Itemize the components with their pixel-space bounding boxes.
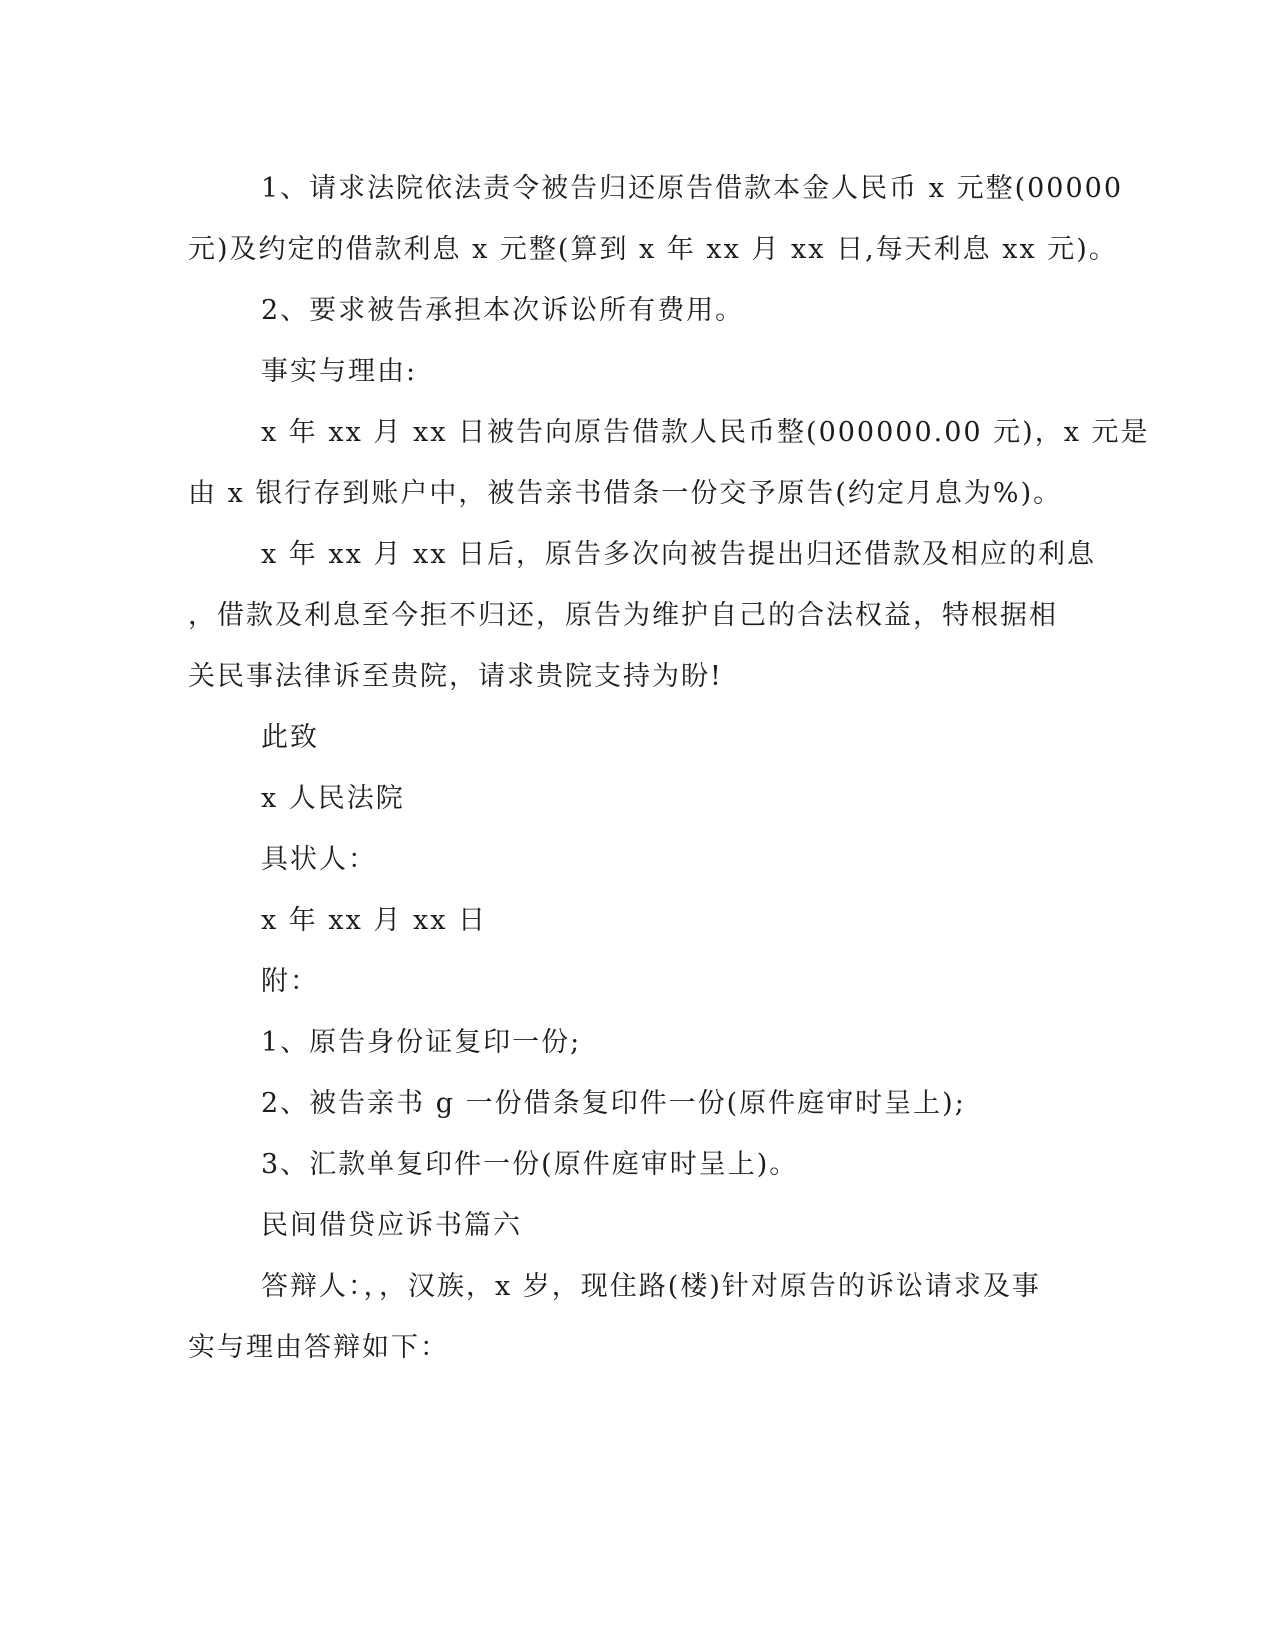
text-line: 1、请求法院依法责令被告归还原告借款本金人民币 x 元整(00000 bbox=[261, 173, 1123, 204]
attachment-item: 2、被告亲书 g 一份借条复印件一份(原件庭审时呈上); bbox=[261, 1088, 966, 1119]
signatory-label: 具状人： bbox=[261, 844, 377, 875]
text-line: x 年 xx 月 xx 日后，原告多次向被告提出归还借款及相应的利息 bbox=[261, 539, 1097, 570]
text-line: 实与理由答辩如下： bbox=[188, 1332, 449, 1363]
text-line: ，借款及利息至今拒不归还，原告为维护自己的合法权益，特根据相 bbox=[188, 600, 1058, 631]
section-heading: 事实与理由: bbox=[261, 356, 418, 387]
attachment-item: 1、原告身份证复印一份; bbox=[261, 1027, 582, 1058]
salutation: 此致 bbox=[261, 722, 319, 753]
document-body bbox=[188, 158, 1150, 1378]
attachment-item: 3、汇款单复印件一份(原件庭审时呈上)。 bbox=[261, 1149, 799, 1180]
text-line: 答辩人：，，汉族，x 岁，现住路(楼)针对原告的诉讼请求及事 bbox=[261, 1271, 1041, 1302]
text-line: 关民事法律诉至贵院，请求贵院支持为盼! bbox=[188, 661, 723, 692]
text-line: 元)及约定的借款利息 x 元整(算到 x 年 xx 月 xx 日,每天利息 xx 元)。 bbox=[188, 234, 1118, 265]
recipient: x 人民法院 bbox=[261, 783, 405, 814]
text-line: x 年 xx 月 xx 日被告向原告借款人民币整(000000.00 元)，x 元是 bbox=[261, 417, 1150, 448]
date-line: x 年 xx 月 xx 日 bbox=[261, 905, 488, 936]
text-line: 由 x 银行存到账户中，被告亲书借条一份交予原告(约定月息为%)。 bbox=[188, 478, 1063, 509]
section-title: 民间借贷应诉书篇六 bbox=[261, 1210, 522, 1241]
text-line: 2、要求被告承担本次诉讼所有费用。 bbox=[261, 295, 745, 326]
attachments-label: 附： bbox=[261, 966, 319, 997]
